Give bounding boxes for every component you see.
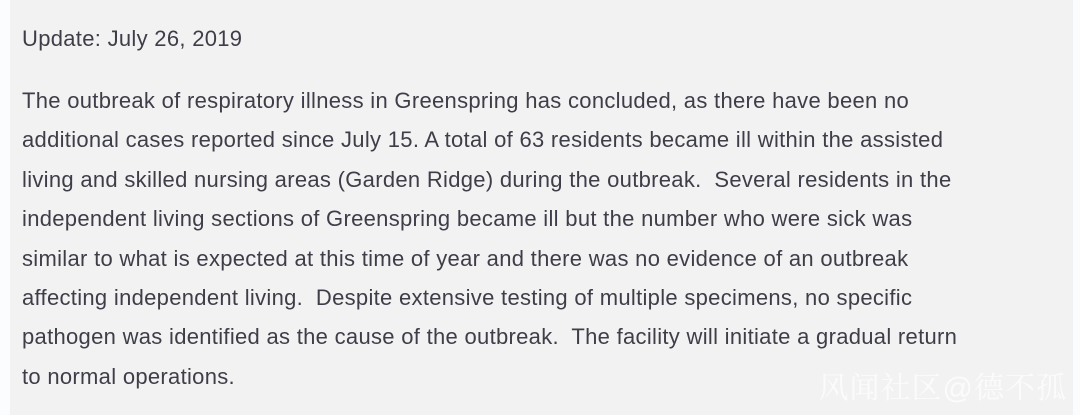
site-watermark: 风闻社区@德不孤 — [818, 372, 1067, 405]
body-line: pathogen was identified as the cause of the outbreak. The facility will initiate a gradual return — [22, 324, 958, 350]
update-body — [22, 81, 1073, 396]
body-line: similar to what is expected at this time of year and there was no evidence of an outbreak — [22, 245, 909, 271]
body-line: independent living sections of Greenspring became ill but the number who were sick was — [22, 206, 913, 232]
content-panel — [10, 0, 1073, 415]
body-line: additional cases reported since July 15. A total of 63 residents became ill within the assisted — [22, 127, 944, 153]
update-heading: Update: July 26, 2019 — [22, 26, 243, 51]
body-line: living and skilled nursing areas (Garden Ridge) during the outbreak. Several residents in the — [22, 166, 952, 192]
body-line: to normal operations. — [22, 363, 235, 389]
update-article — [10, 0, 1073, 396]
body-line: affecting independent living. Despite extensive testing of multiple specimens, no specific — [22, 285, 913, 311]
body-line: The outbreak of respiratory illness in Greenspring has concluded, as there have been no — [22, 88, 910, 113]
